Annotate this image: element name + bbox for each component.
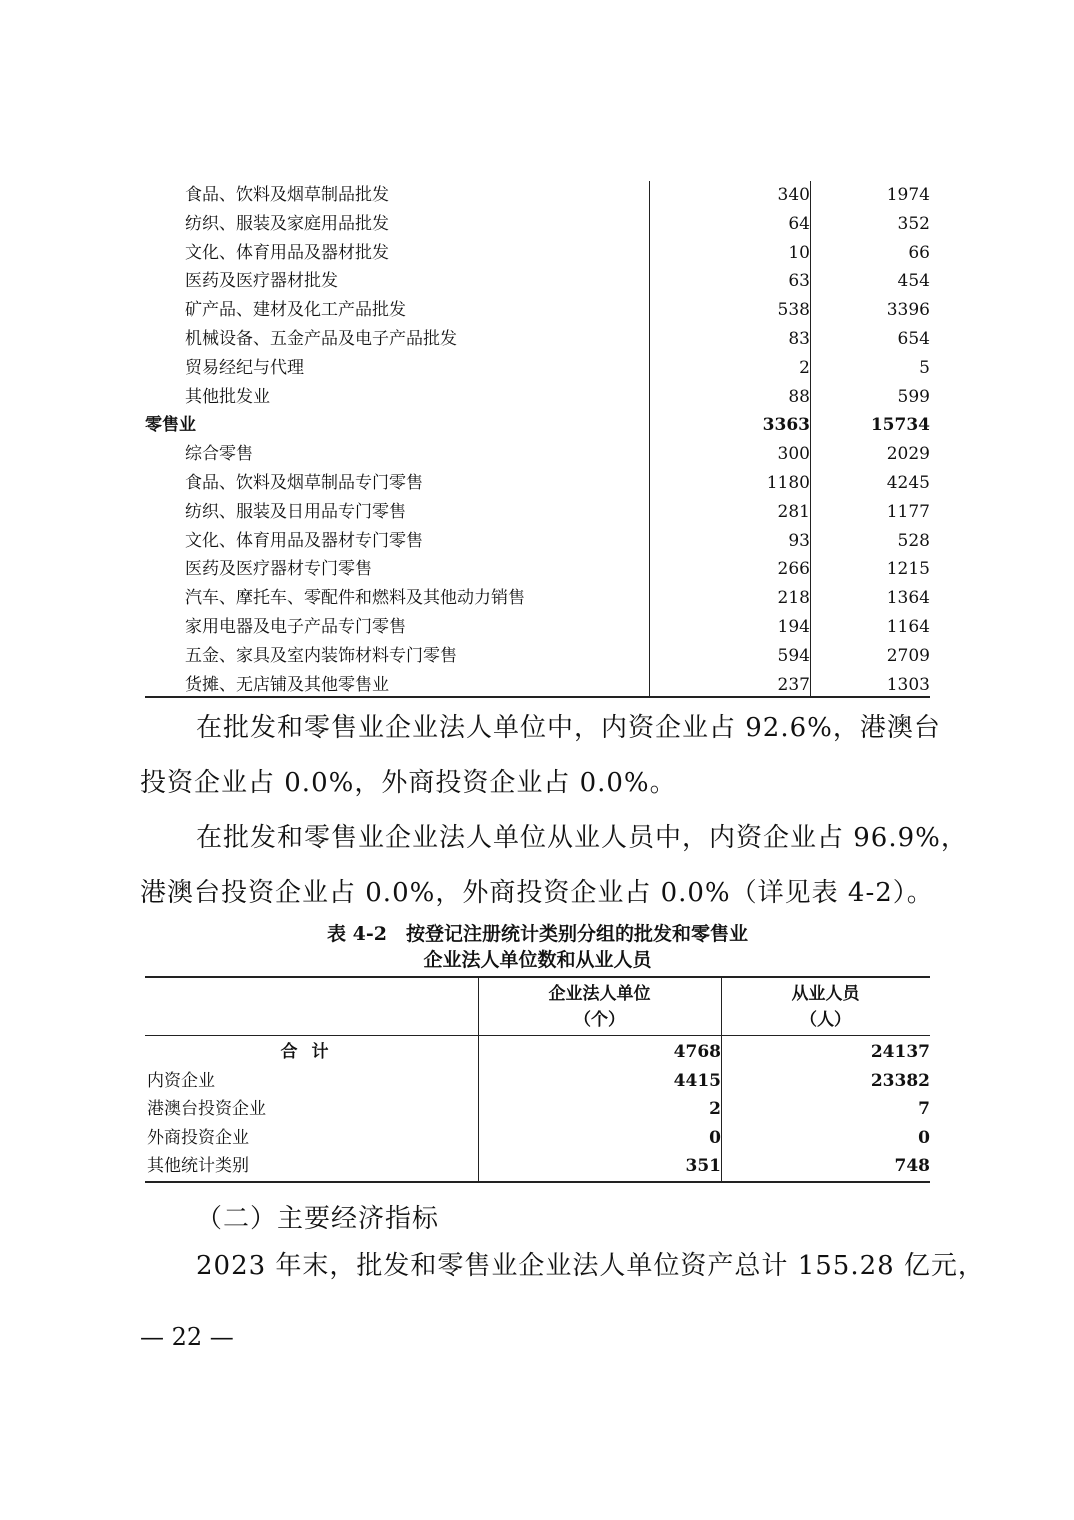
row-label: 贸易经纪与代理 bbox=[185, 357, 304, 378]
table-row bbox=[145, 383, 930, 412]
employees-value: 5 bbox=[919, 357, 930, 378]
table-row bbox=[145, 613, 930, 642]
row-label: 机械设备、五金产品及电子产品批发 bbox=[185, 329, 457, 349]
units-value: 63 bbox=[788, 271, 810, 292]
employees-value: 2029 bbox=[886, 444, 930, 465]
units-value: 4768 bbox=[673, 1042, 721, 1062]
employees-value: 15734 bbox=[870, 415, 930, 436]
table-row bbox=[145, 239, 930, 268]
employees-value: 599 bbox=[897, 386, 930, 407]
row-label: 综合零售 bbox=[185, 444, 253, 465]
col-header-employees: 从业人员 bbox=[791, 984, 860, 1004]
row-label: 其他统计类别 bbox=[147, 1156, 249, 1177]
table-row bbox=[145, 296, 930, 325]
employees-value: 1215 bbox=[886, 559, 930, 580]
employees-value: 2709 bbox=[886, 645, 930, 666]
row-label: 货摊、无店铺及其他零售业 bbox=[185, 674, 389, 695]
table-row bbox=[145, 267, 930, 296]
units-value: 0 bbox=[709, 1127, 721, 1148]
table-bottom-rule bbox=[145, 696, 930, 698]
employees-value: 7 bbox=[918, 1099, 930, 1120]
table-row bbox=[145, 440, 930, 469]
col-header-units-unit: （个） bbox=[574, 1010, 625, 1030]
table-top-rule bbox=[145, 976, 930, 978]
employees-value: 1364 bbox=[886, 588, 930, 609]
table-row bbox=[145, 498, 930, 527]
table-row bbox=[145, 325, 930, 354]
employees-value: 1164 bbox=[886, 617, 930, 637]
row-label: 食品、饮料及烟草制品专门零售 bbox=[185, 473, 423, 493]
table-row bbox=[145, 181, 930, 210]
row-label: 家用电器及电子产品专门零售 bbox=[185, 617, 406, 637]
table-row bbox=[145, 1124, 930, 1153]
table-row bbox=[145, 354, 930, 383]
table-row bbox=[145, 642, 930, 671]
units-value: 83 bbox=[788, 329, 810, 349]
employees-value: 4245 bbox=[886, 473, 930, 493]
units-value: 237 bbox=[777, 674, 810, 695]
employees-value: 454 bbox=[897, 271, 930, 292]
registration-type-table bbox=[145, 976, 930, 1184]
employees-value: 1303 bbox=[886, 674, 930, 695]
employees-value: 3396 bbox=[886, 300, 930, 321]
units-value: 4415 bbox=[673, 1070, 721, 1091]
units-value: 93 bbox=[788, 530, 810, 551]
row-label: 内资企业 bbox=[147, 1070, 215, 1091]
paragraph-2-line-1: 在批发和零售业企业法人单位从业人员中，内资企业占 96.9%， bbox=[196, 823, 968, 853]
row-label: 外商投资企业 bbox=[147, 1127, 249, 1148]
units-value: 594 bbox=[777, 645, 810, 666]
units-value: 3363 bbox=[762, 415, 810, 436]
row-label: 医药及医疗器材专门零售 bbox=[185, 559, 372, 580]
employees-value: 0 bbox=[918, 1127, 930, 1148]
employees-value: 1974 bbox=[886, 185, 930, 205]
row-label: 汽车、摩托车、零配件和燃料及其他动力销售 bbox=[185, 588, 525, 609]
paragraph-2-line-2: 港澳台投资企业占 0.0%，外商投资企业占 0.0%（详见表 4-2）。 bbox=[140, 878, 934, 908]
row-label: 矿产品、建材及化工产品批发 bbox=[185, 300, 406, 321]
table-row bbox=[145, 469, 930, 498]
employees-value: 748 bbox=[894, 1156, 930, 1177]
table-row bbox=[145, 210, 930, 239]
paragraph-1-line-2: 投资企业占 0.0%，外商投资企业占 0.0%。 bbox=[140, 768, 677, 798]
table-row bbox=[145, 555, 930, 584]
units-value: 281 bbox=[777, 501, 810, 522]
table-caption-line-2: 企业法人单位数和从业人员 bbox=[423, 949, 652, 971]
row-label: 食品、饮料及烟草制品批发 bbox=[185, 185, 389, 205]
table-row bbox=[145, 584, 930, 613]
row-label: 港澳台投资企业 bbox=[147, 1099, 266, 1120]
units-value: 64 bbox=[788, 213, 810, 234]
units-value: 88 bbox=[788, 386, 810, 407]
units-value: 10 bbox=[788, 242, 810, 263]
units-value: 2 bbox=[709, 1099, 721, 1120]
units-value: 194 bbox=[777, 617, 810, 637]
units-value: 300 bbox=[777, 444, 810, 465]
row-label: 纺织、服装及家庭用品批发 bbox=[185, 213, 389, 234]
table-row bbox=[145, 411, 930, 440]
units-value: 2 bbox=[799, 357, 810, 378]
row-label: 文化、体育用品及器材批发 bbox=[185, 242, 389, 263]
table-row bbox=[145, 1038, 930, 1067]
col-header-employees-unit: （人） bbox=[800, 1010, 851, 1030]
row-label: 五金、家具及室内装饰材料专门零售 bbox=[185, 645, 457, 666]
employees-value: 654 bbox=[897, 329, 930, 349]
employees-value: 528 bbox=[897, 530, 930, 551]
table-row bbox=[145, 527, 930, 556]
employees-value: 23382 bbox=[870, 1070, 930, 1091]
section-text: 2023 年末，批发和零售业企业法人单位资产总计 155.28 亿元， bbox=[196, 1251, 985, 1281]
row-label: 纺织、服装及日用品专门零售 bbox=[185, 501, 406, 522]
table-row bbox=[145, 1152, 930, 1181]
row-label: 其他批发业 bbox=[185, 386, 270, 407]
employees-value: 1177 bbox=[886, 501, 930, 522]
employees-value: 24137 bbox=[870, 1042, 930, 1062]
page-number: — 22 — bbox=[140, 1323, 234, 1351]
row-label: 合计 bbox=[280, 1042, 343, 1062]
table-row bbox=[145, 1067, 930, 1096]
section-heading: （二）主要经济指标 bbox=[196, 1204, 440, 1234]
row-label: 零售业 bbox=[145, 415, 196, 436]
units-value: 340 bbox=[777, 185, 810, 205]
units-value: 351 bbox=[685, 1156, 721, 1177]
units-value: 218 bbox=[777, 588, 810, 609]
row-label: 医药及医疗器材批发 bbox=[185, 271, 338, 292]
table-row bbox=[145, 1095, 930, 1124]
col-header-units: 企业法人单位 bbox=[548, 984, 651, 1004]
table-caption-line-1: 表 4-2 按登记注册统计类别分组的批发和零售业 bbox=[327, 923, 748, 945]
row-label: 文化、体育用品及器材专门零售 bbox=[185, 530, 423, 551]
table-header-rule bbox=[145, 1035, 930, 1036]
employees-value: 352 bbox=[897, 213, 930, 234]
employees-value: 66 bbox=[908, 242, 930, 263]
units-value: 266 bbox=[777, 559, 810, 580]
units-value: 538 bbox=[777, 300, 810, 321]
units-value: 1180 bbox=[766, 473, 810, 493]
paragraph-1-line-1: 在批发和零售业企业法人单位中，内资企业占 92.6%，港澳台 bbox=[196, 713, 941, 743]
